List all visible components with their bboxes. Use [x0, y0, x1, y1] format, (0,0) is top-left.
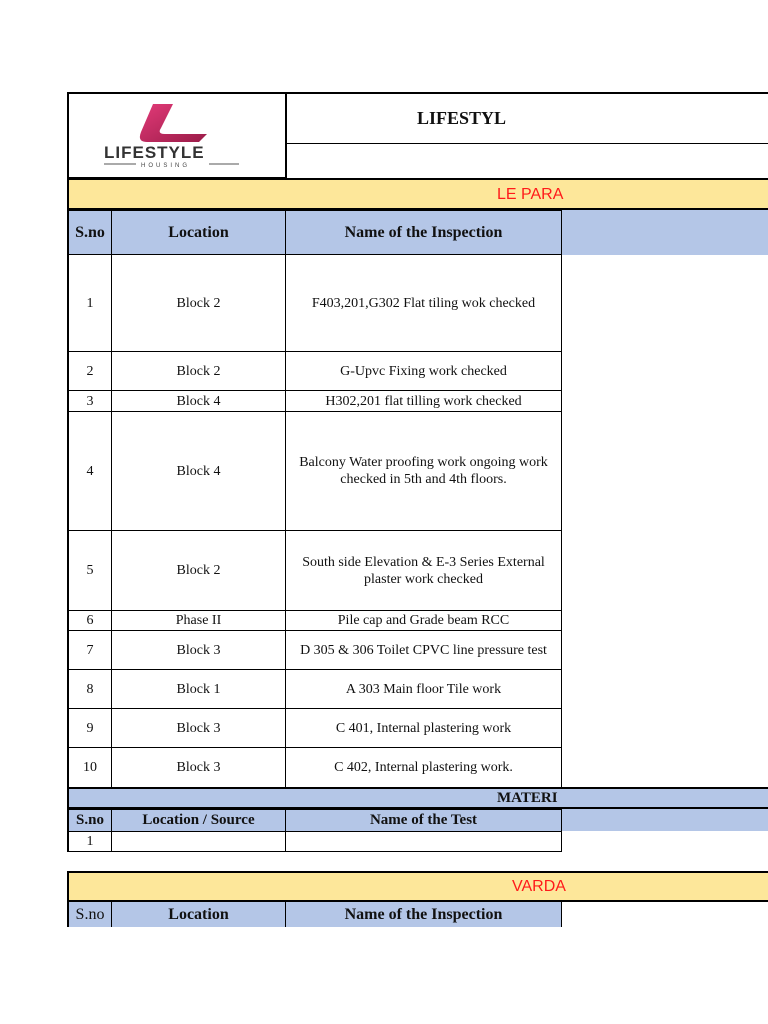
row-inspection: A 303 Main floor Tile work [285, 669, 562, 709]
row-sno: 2 [67, 351, 112, 391]
section-banner-material: MATERI [67, 787, 768, 809]
company-title: LIFESTYL [285, 92, 768, 144]
row-location: Block 3 [111, 708, 286, 748]
material-col-test: Name of the Test [285, 809, 562, 832]
header-subtitle-cell [285, 144, 768, 179]
row-inspection: G-Upvc Fixing work checked [285, 351, 562, 391]
col-header-sno-2: S.no [67, 901, 112, 927]
row-location [111, 831, 286, 852]
section-banner-varda: VARDA [67, 871, 768, 902]
col-header-location-2: Location [111, 901, 286, 927]
row-location: Block 2 [111, 530, 286, 611]
header-overflow [562, 210, 768, 255]
row-sno: 4 [67, 411, 112, 531]
lifestyle-logo-icon [101, 102, 251, 172]
col-header-sno: S.no [67, 210, 112, 255]
row-inspection: Pile cap and Grade beam RCC [285, 610, 562, 631]
row-inspection: F403,201,G302 Flat tiling wok checked [285, 254, 562, 352]
material-banner-overflow [562, 809, 768, 831]
col-header-location: Location [111, 210, 286, 255]
row-sno: 6 [67, 610, 112, 631]
row-sno: 8 [67, 669, 112, 709]
row-location: Block 2 [111, 254, 286, 352]
logo-cell [67, 92, 287, 179]
row-inspection: C 401, Internal plastering work [285, 708, 562, 748]
row-sno: 1 [67, 831, 112, 852]
row-sno: 7 [67, 630, 112, 670]
material-col-sno: S.no [67, 809, 112, 832]
row-sno: 1 [67, 254, 112, 352]
material-col-location: Location / Source [111, 809, 286, 832]
row-sno: 10 [67, 747, 112, 788]
col-header-inspection: Name of the Inspection [285, 210, 562, 255]
row-location: Phase II [111, 610, 286, 631]
svg-text:LIFESTYLE: LIFESTYLE [104, 143, 205, 162]
row-test [285, 831, 562, 852]
section-banner-para: LE PARA [67, 178, 768, 210]
row-sno: 3 [67, 390, 112, 412]
svg-text:HOUSING: HOUSING [141, 163, 191, 169]
row-sno: 5 [67, 530, 112, 611]
row-location: Block 3 [111, 630, 286, 670]
row-sno: 9 [67, 708, 112, 748]
row-location: Block 2 [111, 351, 286, 391]
row-inspection: C 402, Internal plastering work. [285, 747, 562, 788]
row-location: Block 3 [111, 747, 286, 788]
row-location: Block 4 [111, 411, 286, 531]
row-location: Block 1 [111, 669, 286, 709]
row-inspection: H302,201 flat tilling work checked [285, 390, 562, 412]
row-location: Block 4 [111, 390, 286, 412]
col-header-inspection-2: Name of the Inspection [285, 901, 562, 927]
row-inspection: Balcony Water proofing work ongoing work checked in 5th and 4th floors. [285, 411, 562, 531]
row-inspection: South side Elevation & E-3 Series External plaster work checked [285, 530, 562, 611]
row-inspection: D 305 & 306 Toilet CPVC line pressure test [285, 630, 562, 670]
